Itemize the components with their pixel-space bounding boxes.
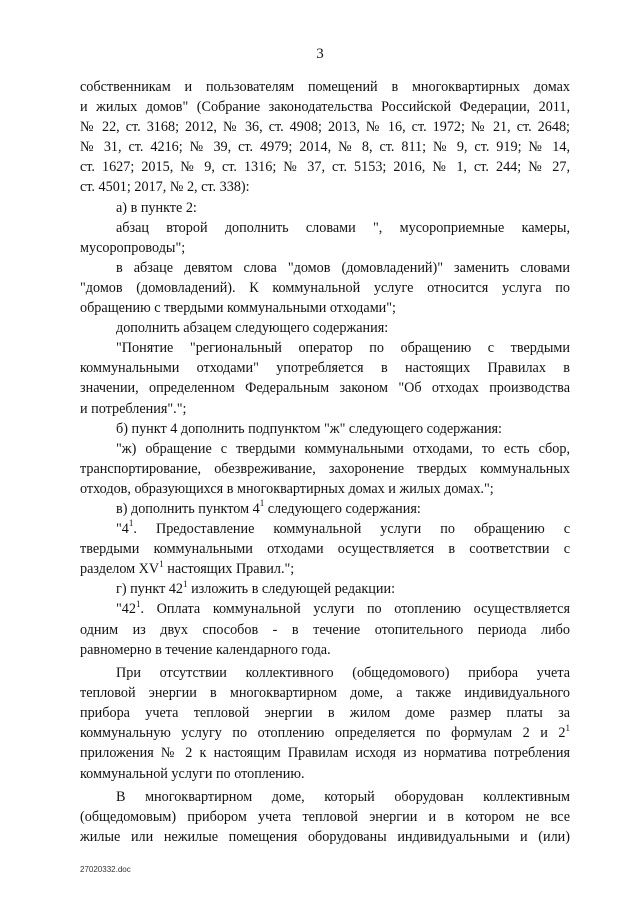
- text-line: дополнить абзацем следующего содержания:: [116, 320, 389, 337]
- file-name-footer: 27020332.doc: [80, 865, 131, 874]
- text-line: "$4^1$. Предоставление коммунальной услуги по обращению с: [116, 519, 570, 538]
- text-line: собственникам и пользователям помещений в многоквартирных домах: [80, 79, 570, 95]
- text-line: (общедомовым) прибором учета тепловой энергии и в котором не все: [80, 809, 570, 826]
- text-line: б) пункт 4 дополнить подпунктом "ж" следующего содержания:: [116, 420, 502, 437]
- text-line: "$42^1$. Оплата коммунальной услуги по отоплению осуществляется: [116, 599, 570, 618]
- text-line: коммунальную услугу по отоплению определяется по формулам 2 и $2^1$: [80, 723, 570, 742]
- text-line: № 31, ст. 4216; № 39, ст. 4979; 2014, № 8, ст. 811; № 9, ст. 919; № 14,: [80, 139, 570, 156]
- text-line: твердыми коммунальными отходами осуществляется в соответствии с: [80, 541, 570, 558]
- superscript: 1: [135, 599, 141, 609]
- text-line: разделом $XV^1$ настоящих Правил.";: [80, 559, 295, 578]
- text-line: При отсутствии коллективного (общедомового) прибора учета: [116, 665, 570, 682]
- text-line: обращению с твердыми коммунальными отходами";: [80, 300, 397, 317]
- superscript: 1: [159, 559, 164, 569]
- text-line: В многоквартирном доме, который оборудован коллективным: [116, 789, 570, 806]
- text-line: равномерно в течение календарного года.: [80, 641, 331, 658]
- text-line: а) в пункте 2:: [116, 199, 197, 216]
- text-line: и потребления".";: [80, 400, 187, 417]
- text-line: "домов (домовладений). К коммунальной услуге относится услуга по: [80, 279, 570, 296]
- superscript: 1: [183, 579, 188, 589]
- superscript: 1: [128, 519, 134, 529]
- text-line: коммунальными отходами" употребляется в настоящих Правилах в: [80, 360, 570, 377]
- text-line: значении, определенном Федеральным законом "Об отходах производства: [80, 380, 570, 397]
- superscript: 1: [565, 723, 570, 733]
- superscript: 1: [259, 498, 265, 509]
- text-line: № 22, ст. 3168; 2012, № 36, ст. 4908; 2013, № 16, ст. 1972; № 21, ст. 2648;: [80, 119, 570, 136]
- text-line: коммунальной услуги по отоплению.: [80, 765, 305, 782]
- text-line: ст. 4501; 2017, № 2, ст. 338):: [80, 179, 250, 196]
- text-line: "ж) обращение с твердыми коммунальными отходами, то есть сбор,: [116, 440, 570, 457]
- text-line: мусоропроводы";: [80, 239, 186, 256]
- text-line: отходов, образующихся в многоквартирных домах и жилых домах.";: [80, 480, 494, 497]
- text-line: одним из двух способов - в течение отопительного периода либо: [80, 621, 570, 638]
- text-line: жилые или нежилые помещения оборудованы индивидуальными и (или): [80, 829, 570, 846]
- page-number: 3: [316, 46, 324, 62]
- text-line: в) дополнить пунктом $4^1$ следующего содержания:: [116, 498, 421, 517]
- text-line: абзац второй дополнить словами ", мусороприемные камеры,: [116, 219, 570, 236]
- text-line: г) пункт $42^1$ изложить в следующей редакции:: [116, 579, 396, 598]
- text-line: ст. 1627; 2015, № 9, ст. 1316; № 37, ст. 5153; 2016, № 1, ст. 244; № 27,: [80, 159, 570, 176]
- text-line: тепловой энергии в многоквартирном доме, а также индивидуального: [80, 685, 570, 702]
- text-line: и жилых домов" (Собрание законодательства Российской Федерации, 2011,: [80, 99, 570, 116]
- text-line: "Понятие "региональный оператор по обращению с твердыми: [116, 340, 570, 357]
- text-line: приложения № 2 к настоящим Правилам исходя из норматива потребления: [80, 745, 570, 762]
- text-line: прибора учета тепловой энергии в жилом доме размер платы за: [80, 705, 570, 722]
- text-line: в абзаце девятом слова "домов (домовладений)" заменить словами: [116, 259, 570, 276]
- document-body: [80, 77, 570, 847]
- text-line: транспортирование, обезвреживание, захоронение твердых коммунальных: [80, 460, 570, 477]
